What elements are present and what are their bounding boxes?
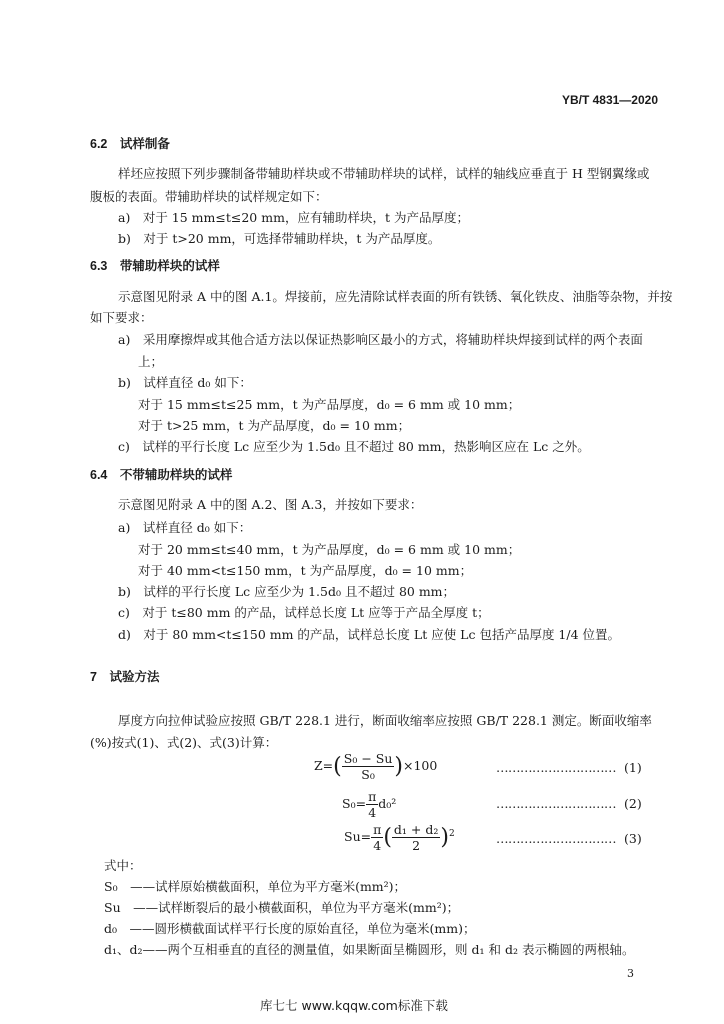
formula-1-leader: ………………………… <box>496 760 616 775</box>
section-6-3-para-line2: 如下要求： <box>90 310 153 325</box>
section-6-2-para-line1: 样坯应按照下列步骤制备带辅助样块或不带辅助样块的试样，试样的轴线应垂直于 H 型钢翼缘或 <box>118 166 650 181</box>
section-6-3-item-b-sub2: 对于 t>25 mm，t 为产品厚度，d₀ = 10 mm； <box>138 418 411 433</box>
section-6-4-para: 示意图见附录 A 中的图 A.2、图 A.3，并按如下要求： <box>118 497 423 512</box>
formula-1: Z=( $\frac{\text{S₀ − Su}}{\text{S₀}}$ )×100 <box>314 751 438 782</box>
section-6-3-para-line1: 示意图见附录 A 中的图 A.1。焊接前，应先清除试样表面的所有铁锈、氧化铁皮、油脂等杂物，并按 <box>118 289 673 304</box>
formula-2-number: (2) <box>624 796 642 811</box>
formula-3: Su= $\frac{\pi}{4}$ ( $\frac{\text{d₁ + d₂}}{2}$ )$^2$ <box>344 822 455 853</box>
section-6-3-item-a-line1: a) 采用摩擦焊或其他合适方法以保证热影响区最小的方式，将辅助样块焊接到试样的两个表面 <box>118 332 643 347</box>
where-s0: S₀ ——试样原始横截面积，单位为平方毫米(mm²)； <box>104 879 407 894</box>
section-6-4-item-d: d) 对于 80 mm<t≤150 mm 的产品，试样总长度 Lt 应使 Lc 包括产品厚度 1/4 位置。 <box>118 627 621 642</box>
where-label: 式中： <box>104 858 142 873</box>
section-6-2-item-a: a) 对于 15 mm≤t≤20 mm，应有辅助样块，t 为产品厚度； <box>118 210 469 225</box>
section-7-heading: 7 试验方法 <box>90 670 160 684</box>
section-6-3-item-c: c) 试样的平行长度 Lc 应至少为 1.5d₀ 且不超过 80 mm，热影响区应在 Lc 之外。 <box>118 439 590 454</box>
where-d1-d2: d₁、d₂——两个互相垂直的直径的测量值，如果断面呈椭圆形，则 d₁ 和 d₂ 表示椭圆的两根轴。 <box>104 942 635 957</box>
section-6-2-heading: 6.2 试样制备 <box>90 137 170 151</box>
formula-2-leader: ………………………… <box>496 796 616 811</box>
section-6-4-item-c: c) 对于 t≤80 mm 的产品，试样总长度 Lt 应等于产品全厚度 t； <box>118 605 490 620</box>
where-su: Su ——试样断裂后的最小横截面积，单位为平方毫米(mm²)； <box>104 900 460 915</box>
formula-2: S₀= $\frac{\pi}{4}$ d₀² <box>342 789 397 820</box>
section-7-para-line1: 厚度方向拉伸试验应按照 GB/T 228.1 进行，断面收缩率应按照 GB/T 228.1 测定。断面收缩率 <box>118 713 652 728</box>
section-6-4-item-a: a) 试样直径 d₀ 如下： <box>118 520 252 535</box>
section-6-3-item-b-sub1: 对于 15 mm≤t≤25 mm，t 为产品厚度，d₀ = 6 mm 或 10 mm； <box>138 397 521 412</box>
footer-watermark: 库七七 www.kqqw.com标准下载 <box>260 998 448 1013</box>
section-6-2-item-b: b) 对于 t>20 mm，可选择带辅助样块，t 为产品厚度。 <box>118 231 441 246</box>
section-6-4-item-a-sub1: 对于 20 mm≤t≤40 mm，t 为产品厚度，d₀ = 6 mm 或 10 mm； <box>138 542 521 557</box>
formula-3-leader: ………………………… <box>496 831 616 846</box>
section-6-2-para-line2: 腹板的表面。带辅助样块的试样规定如下： <box>90 189 328 204</box>
section-6-3-heading: 6.3 带辅助样块的试样 <box>90 259 220 273</box>
where-d0: d₀ ——圆形横截面试样平行长度的原始直径，单位为毫米(mm)； <box>104 921 476 936</box>
formula-3-number: (3) <box>624 831 642 846</box>
standard-number: YB/T 4831—2020 <box>561 93 658 107</box>
section-6-3-item-b: b) 试样直径 d₀ 如下： <box>118 375 252 390</box>
section-6-3-item-a-line2: 上； <box>138 354 164 369</box>
section-6-4-item-a-sub2: 对于 40 mm<t≤150 mm，t 为产品厚度，d₀ = 10 mm； <box>138 563 473 578</box>
formula-1-number: (1) <box>624 760 642 775</box>
section-6-4-heading: 6.4 不带辅助样块的试样 <box>90 468 233 482</box>
section-7-para-line2: (%)按式(1)、式(2)、式(3)计算： <box>90 735 278 750</box>
section-6-4-item-b: b) 试样的平行长度 Lc 应至少为 1.5d₀ 且不超过 80 mm； <box>118 584 456 599</box>
page-number: 3 <box>627 967 634 980</box>
